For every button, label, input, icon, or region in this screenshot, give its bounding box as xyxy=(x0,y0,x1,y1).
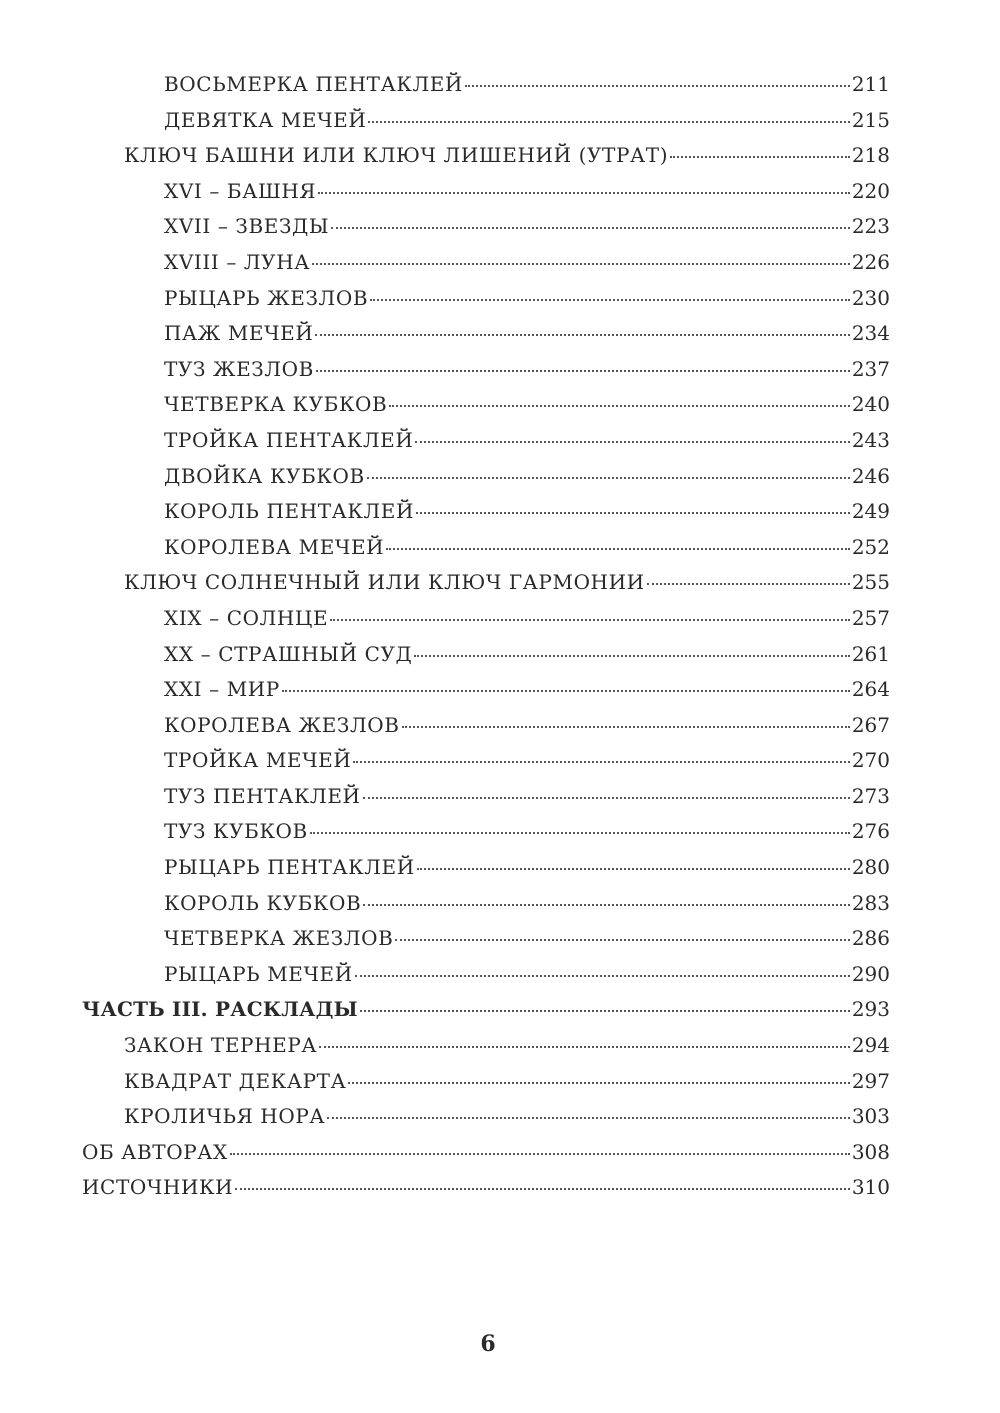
toc-entry xyxy=(82,1104,890,1140)
toc-entry-title: XXI – МИР xyxy=(164,677,280,702)
toc-entry-page: 246 xyxy=(851,463,890,488)
toc-entry xyxy=(82,72,890,108)
toc-entry-title: ЧЕТВЕРКА ЖЕЗЛОВ xyxy=(164,926,394,951)
dot-leader xyxy=(363,797,850,799)
toc-entry-title: ЗАКОН ТЕРНЕРА xyxy=(124,1033,318,1058)
toc-entry-title: XVII – ЗВЕЗДЫ xyxy=(164,214,330,239)
dot-leader xyxy=(417,868,850,870)
toc-entry xyxy=(82,392,890,428)
dot-leader xyxy=(353,761,849,763)
toc-entry-page: 303 xyxy=(851,1104,890,1129)
dot-leader xyxy=(318,192,850,194)
toc-entry xyxy=(82,143,890,179)
toc-entry-title: РЫЦАРЬ ПЕНТАКЛЕЙ xyxy=(164,855,415,880)
toc-entry xyxy=(82,784,890,820)
dot-leader xyxy=(415,441,849,443)
toc-entry-page: 255 xyxy=(851,570,890,595)
toc-entry xyxy=(82,642,890,678)
toc-entry-title: КОРОЛЕВА ЖЕЗЛОВ xyxy=(164,712,400,737)
toc-entry-page: 280 xyxy=(851,855,890,880)
toc-entry-title: КЛЮЧ СОЛНЕЧНЫЙ ИЛИ КЛЮЧ ГАРМОНИИ xyxy=(124,570,645,595)
toc-entry-title: ВОСЬМЕРКА ПЕНТАКЛЕЙ xyxy=(164,72,463,96)
toc-entry-title: ТУЗ ПЕНТАКЛЕЙ xyxy=(164,783,361,808)
dot-leader xyxy=(312,263,850,265)
toc-entry-page: 261 xyxy=(851,641,890,666)
toc-entry xyxy=(82,286,890,322)
toc-entry-title: ЧАСТЬ III. РАСКЛАДЫ xyxy=(82,997,358,1022)
toc-entry xyxy=(82,108,890,144)
toc-entry-page: 223 xyxy=(851,214,890,239)
dot-leader xyxy=(235,1188,850,1190)
dot-leader xyxy=(363,904,850,906)
dot-leader xyxy=(331,227,850,229)
toc-entry-title: РЫЦАРЬ ЖЕЗЛОВ xyxy=(164,285,369,310)
toc-entry xyxy=(82,250,890,286)
toc-entry xyxy=(82,1069,890,1105)
toc-entry xyxy=(82,1140,890,1176)
dot-leader xyxy=(647,583,850,585)
page-number: 6 xyxy=(480,1331,496,1357)
dot-leader xyxy=(316,370,850,372)
toc-entry-page: 270 xyxy=(851,748,890,773)
toc-entry-title: РЫЦАРЬ МЕЧЕЙ xyxy=(164,961,353,986)
toc-entry xyxy=(82,713,890,749)
toc-entry-title: ДВОЙКА КУБКОВ xyxy=(164,463,365,488)
toc-entry-page: 215 xyxy=(851,107,890,132)
toc-entry-title: ТУЗ ЖЕЗЛОВ xyxy=(164,356,314,381)
toc-entry-title: КВАДРАТ ДЕКАРТА xyxy=(124,1068,347,1093)
toc-entry xyxy=(82,535,890,571)
dot-leader xyxy=(670,156,850,158)
toc-entry-page: 267 xyxy=(851,712,890,737)
toc-entry xyxy=(82,606,890,642)
toc-entry xyxy=(82,748,890,784)
toc-entry-title: ТУЗ КУБКОВ xyxy=(164,819,308,844)
dot-leader xyxy=(465,85,850,87)
toc-entry-page: 240 xyxy=(851,392,890,417)
toc-entry-page: 243 xyxy=(851,427,890,452)
toc-entry xyxy=(82,677,890,713)
toc-entry-page: 230 xyxy=(851,285,890,310)
toc-entry-title: XVIII – ЛУНА xyxy=(164,249,311,274)
toc-entry-page: 293 xyxy=(851,997,890,1022)
toc-entry-page: 234 xyxy=(851,321,890,346)
dot-leader xyxy=(367,477,850,479)
toc-entry-title: КОРОЛЬ КУБКОВ xyxy=(164,890,362,915)
toc-entry-title: ЧЕТВЕРКА КУБКОВ xyxy=(164,392,388,417)
toc-entry xyxy=(82,997,890,1033)
dot-leader xyxy=(315,334,849,336)
dot-leader xyxy=(389,405,849,407)
toc-entry xyxy=(82,926,890,962)
toc-entry xyxy=(82,1033,890,1069)
dot-leader xyxy=(327,1117,850,1119)
toc-entry-title: ДЕВЯТКА МЕЧЕЙ xyxy=(164,107,367,132)
toc-entry-page: 276 xyxy=(851,819,890,844)
toc-entry-title: XIX – СОЛНЦЕ xyxy=(164,605,329,630)
toc-entry-page: 211 xyxy=(851,72,890,96)
toc-entry-page: 310 xyxy=(851,1175,890,1200)
toc-entry-page: 218 xyxy=(851,143,890,168)
dot-leader xyxy=(360,1010,850,1012)
toc-entry xyxy=(82,855,890,891)
toc-entry-page: 297 xyxy=(851,1068,890,1093)
toc-entry xyxy=(82,464,890,500)
toc-entry-title: ИСТОЧНИКИ xyxy=(82,1175,234,1200)
dot-leader xyxy=(348,1082,850,1084)
toc-entry-page: 252 xyxy=(851,534,890,559)
toc-entry xyxy=(82,962,890,998)
dot-leader xyxy=(370,299,850,301)
dot-leader xyxy=(402,726,850,728)
toc-entry-page: 286 xyxy=(851,926,890,951)
toc-entry-page: 308 xyxy=(851,1139,890,1164)
toc-entry-title: КЛЮЧ БАШНИ ИЛИ КЛЮЧ ЛИШЕНИЙ (УТРАТ) xyxy=(124,143,669,168)
toc-entry-title: ПАЖ МЕЧЕЙ xyxy=(164,321,314,346)
toc-entry-page: 294 xyxy=(851,1033,890,1058)
toc-entry xyxy=(82,357,890,393)
dot-leader xyxy=(310,832,850,834)
dot-leader xyxy=(230,1153,850,1155)
toc-entry-title: КОРОЛЕВА МЕЧЕЙ xyxy=(164,534,385,559)
toc-entry-page: 257 xyxy=(851,605,890,630)
dot-leader xyxy=(395,939,849,941)
toc-entry-page: 249 xyxy=(851,499,890,524)
toc-entry-title: КОРОЛЬ ПЕНТАКЛЕЙ xyxy=(164,499,415,524)
dot-leader xyxy=(414,655,849,657)
toc-entry-page: 273 xyxy=(851,783,890,808)
toc-entry-title: ТРОЙКА ПЕНТАКЛЕЙ xyxy=(164,427,414,452)
dot-leader xyxy=(282,690,850,692)
toc-entry xyxy=(82,1175,890,1211)
toc-entry xyxy=(82,570,890,606)
dot-leader xyxy=(386,548,850,550)
toc-entry-page: 290 xyxy=(851,961,890,986)
dot-leader xyxy=(330,619,850,621)
dot-leader xyxy=(416,512,850,514)
dot-leader xyxy=(368,121,849,123)
table-of-contents xyxy=(82,72,890,1211)
toc-entry-page: 220 xyxy=(851,178,890,203)
toc-entry xyxy=(82,891,890,927)
toc-entry xyxy=(82,819,890,855)
toc-entry-title: ТРОЙКА МЕЧЕЙ xyxy=(164,748,352,773)
dot-leader xyxy=(319,1046,850,1048)
toc-entry xyxy=(82,499,890,535)
toc-entry-page: 283 xyxy=(851,890,890,915)
toc-entry-page: 237 xyxy=(851,356,890,381)
toc-entry-title: ОБ АВТОРАХ xyxy=(82,1139,228,1164)
toc-entry xyxy=(82,321,890,357)
dot-leader xyxy=(355,975,850,977)
toc-entry-title: XVI – БАШНЯ xyxy=(164,178,317,203)
toc-entry xyxy=(82,214,890,250)
toc-entry xyxy=(82,428,890,464)
toc-entry xyxy=(82,179,890,215)
toc-entry-title: XX – СТРАШНЫЙ СУД xyxy=(164,641,413,666)
toc-entry-title: КРОЛИЧЬЯ НОРА xyxy=(124,1104,326,1129)
toc-entry-page: 226 xyxy=(851,249,890,274)
toc-entry-page: 264 xyxy=(851,677,890,702)
